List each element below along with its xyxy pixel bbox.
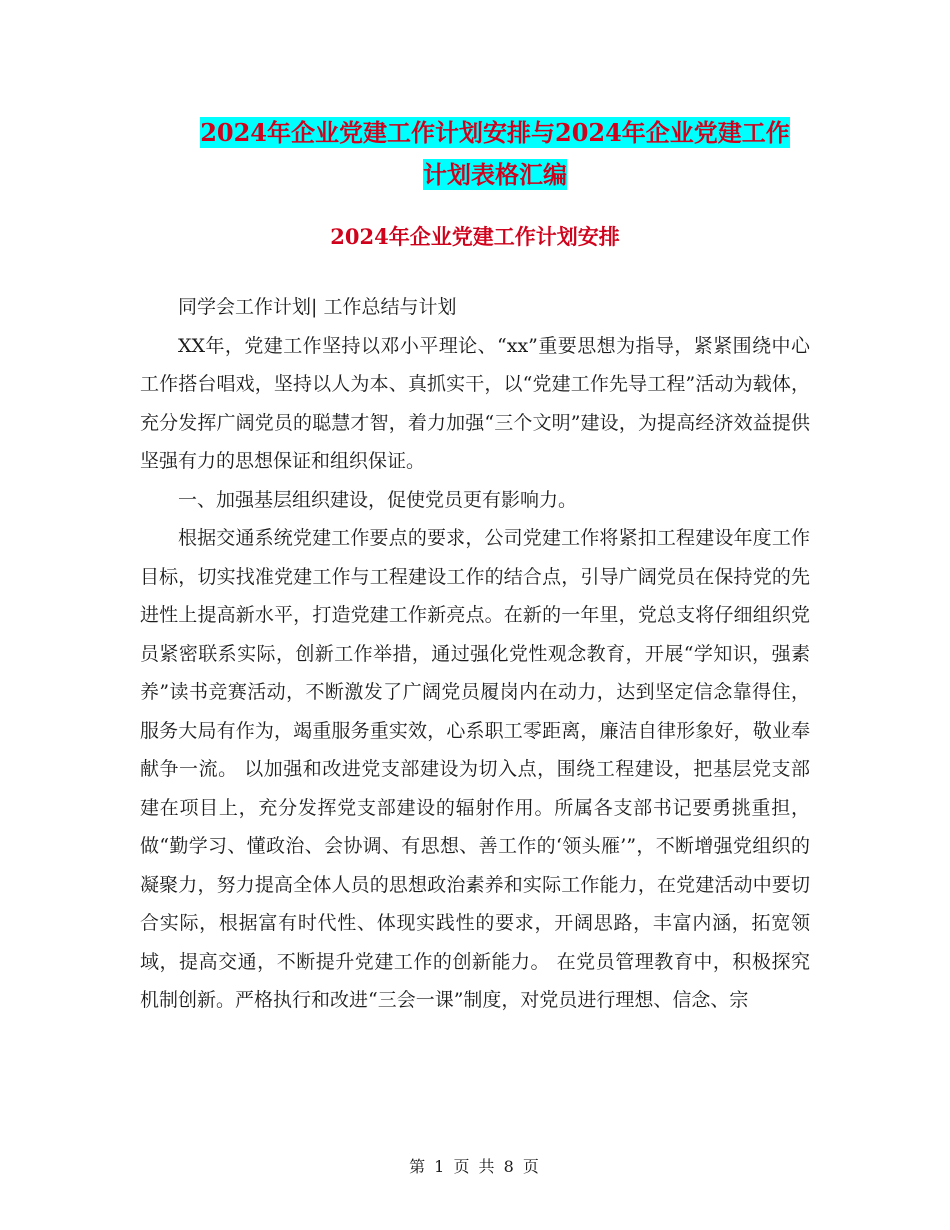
page-number: 第 1 页 共 8 页	[409, 1157, 541, 1176]
paragraph: 根据交通系统党建工作要点的要求，公司党建工作将紧扣工程建设年度工作目标，切实找准党建工作与工程建设工作的结合点，引导广阔党员在保持党的先进性上提高新水平，打造党建工作新亮点。在新的一年里，党总支将仔细组织党员紧密联系实际，创新工作举措，通过强化党性观念教育，开展“学知识，强素养”读书竞赛活动，不断激发了广阔党员履岗内在动力，达到坚定信念靠得住，服务大局有作为，竭重服务重实效，心系职工零距离，廉洁自律形象好，敬业奉献争一流。 以加强和改进党支部建设为切入点，围绕工程建设，把基层党支部建在项目上，充分发挥党支部建设的辐射作用。所属各支部书记要勇挑重担，做“勤学习、懂政治、会协调、有思想、善工作的‘领头雁’”，不断增强党组织的凝聚力，努力提高全体人员的思想政治素养和实际工作能力，在党建活动中要切合实际，根据富有时代性、体现实践性的要求，开阔思路，丰富内涵，拓宽领域，提高交通，不断提升党建工作的创新能力。 在党员管理教育中，积极探究机制创新。严格执行和改进“三会一课”制度，对党员进行理想、信念、宗	[140, 527, 810, 1011]
paragraph: 同学会工作计划| 工作总结与计划	[178, 296, 457, 318]
title-line-2: 计划表格汇编	[423, 160, 567, 189]
section-heading: 2024年企业党建工作计划安排	[330, 224, 620, 249]
title-line-1: 2024年企业党建工作计划安排与2024年企业党建工作	[200, 118, 790, 147]
document-title	[140, 112, 850, 196]
document-body	[140, 288, 810, 1020]
paragraph: XX年，党建工作坚持以邓小平理论、“xx”重要思想为指导，紧紧围绕中心工作搭台唱戏，坚持以人为本、真抓实干，以“党建工作先导工程”活动为载体，充分发挥广阔党员的聪慧才智，着力加强“三个文明”建设，为提高经济效益提供坚强有力的思想保证和组织保证。	[140, 334, 810, 472]
paragraph: 一、加强基层组织建设，促使党员更有影响力。	[178, 488, 578, 511]
